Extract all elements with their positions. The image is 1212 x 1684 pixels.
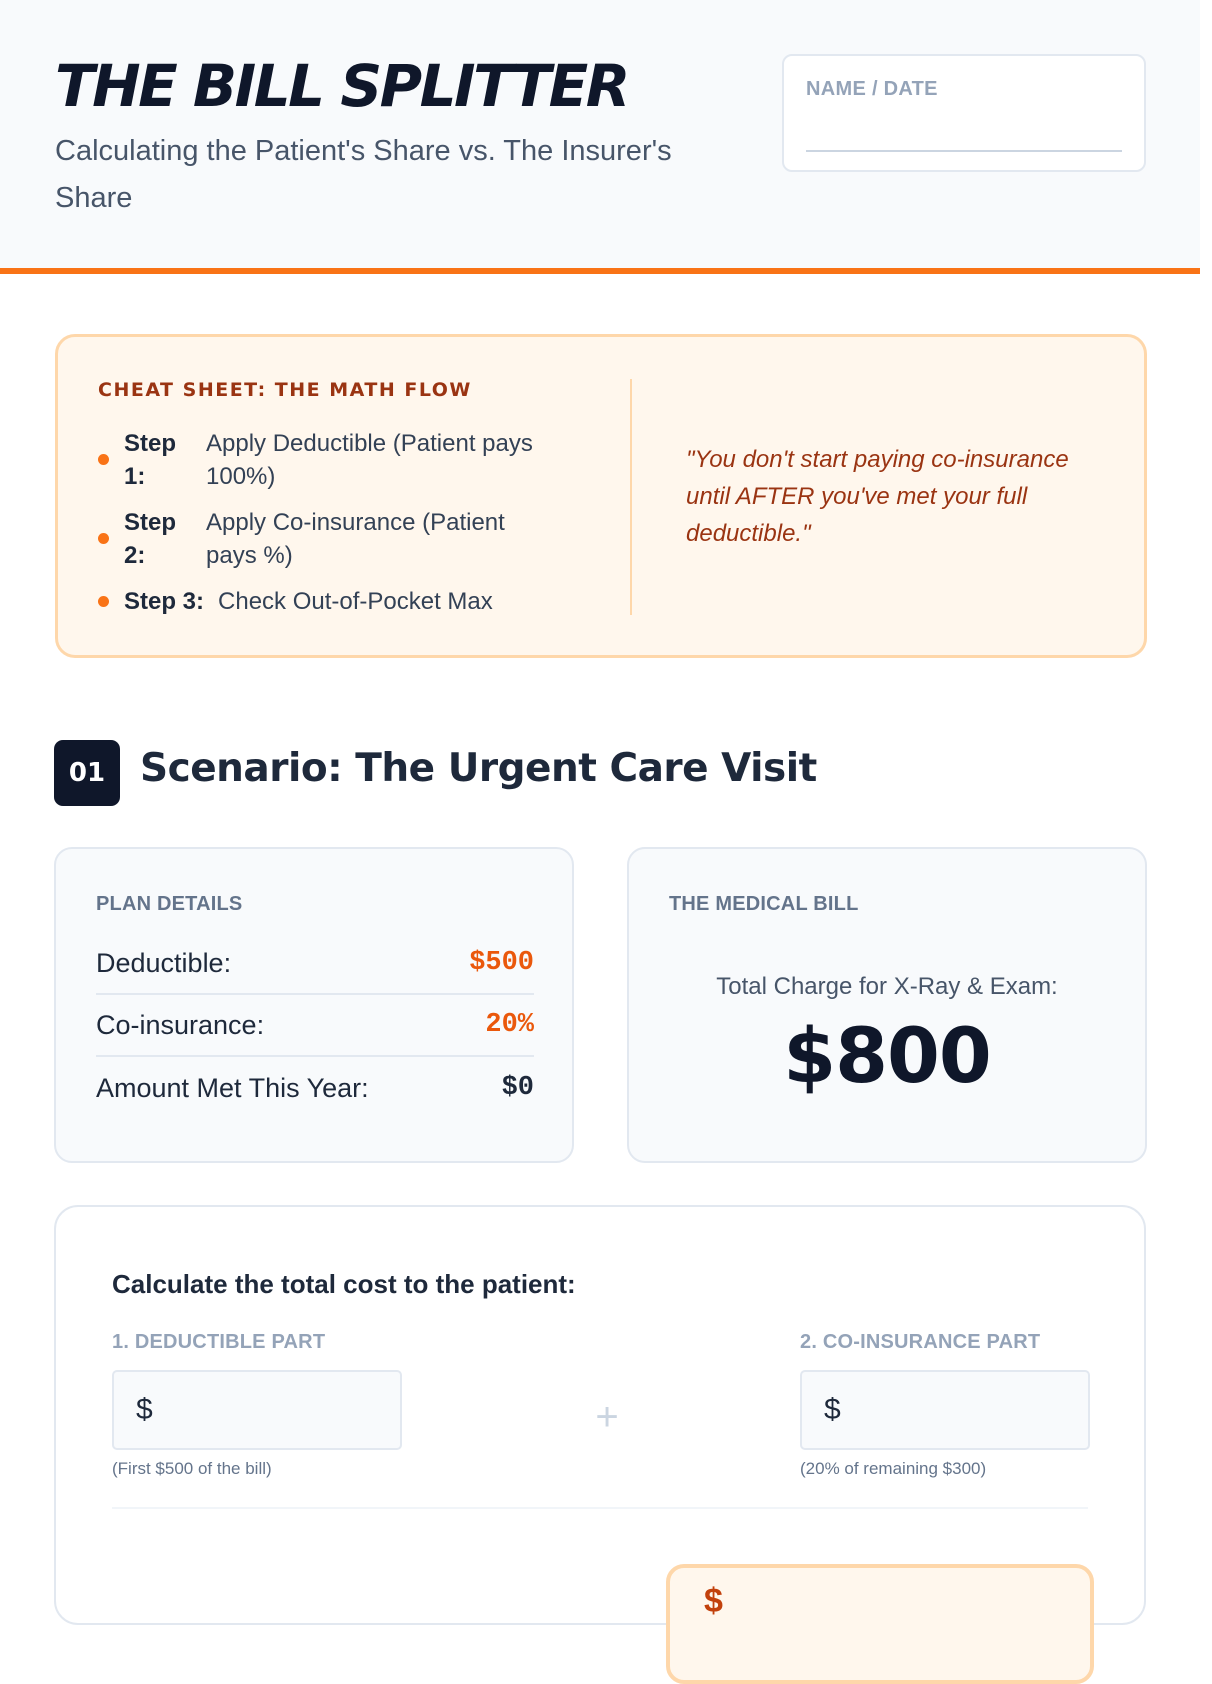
plus-icon: + <box>595 1395 619 1439</box>
calculation-question: Calculate the total cost to the patient: <box>112 1269 576 1299</box>
coinsurance-part-input[interactable] <box>841 1372 1212 1448</box>
coinsurance-part-field[interactable] <box>800 1370 1090 1450</box>
divider <box>630 379 632 615</box>
dollar-sign: $ <box>824 1393 841 1426</box>
header <box>0 0 1200 274</box>
list-item <box>98 427 558 493</box>
step-list <box>98 427 558 631</box>
plan-row-coinsurance <box>96 995 534 1057</box>
step-text: Apply Co-insurance (Patient pays %) <box>206 509 505 569</box>
cheat-sheet <box>55 334 1147 658</box>
bill-amount: $800 <box>783 1011 991 1100</box>
plan-row-amount-met <box>96 1057 534 1119</box>
page-title: THE BILL SPLITTER <box>55 52 628 120</box>
calculation-panel <box>54 1205 1146 1625</box>
row-label: Deductible: <box>96 947 232 978</box>
scenario-title: Scenario: The Urgent Care Visit <box>140 746 817 791</box>
divider <box>112 1507 1088 1509</box>
row-label: Amount Met This Year: <box>96 1072 369 1103</box>
deductible-part-field[interactable] <box>112 1370 402 1450</box>
bill-description: Total Charge for X-Ray & Exam: <box>716 973 1058 1000</box>
step-label: Step 3: <box>124 588 205 615</box>
deductible-part-label: 1. DEDUCTIBLE PART <box>112 1331 326 1353</box>
plan-row-deductible <box>96 933 534 995</box>
dollar-sign: $ <box>704 1582 723 1620</box>
row-value: $0 <box>501 1073 534 1103</box>
bullet-icon <box>98 454 109 465</box>
quote: "You don't start paying co-insurance until AFTER you've met your full deductible." <box>686 446 1069 547</box>
row-label: Co-insurance: <box>96 1009 265 1040</box>
plan-details-card <box>54 847 574 1163</box>
deductible-part-hint: (First $500 of the bill) <box>112 1459 272 1478</box>
step-label: Step 1: <box>124 430 177 490</box>
scenario-number-badge: 01 <box>54 740 120 806</box>
bullet-icon <box>98 533 109 544</box>
card-label: PLAN DETAILS <box>96 893 243 915</box>
coinsurance-part-label: 2. CO-INSURANCE PART <box>800 1331 1041 1353</box>
name-date-writing-line[interactable] <box>806 150 1122 152</box>
list-item <box>98 506 558 572</box>
card-label: THE MEDICAL BILL <box>669 893 859 915</box>
list-item <box>98 585 558 618</box>
deductible-part-input[interactable] <box>153 1372 524 1448</box>
name-date-label: NAME / DATE <box>806 78 938 100</box>
dollar-sign: $ <box>136 1393 153 1426</box>
plan-rows <box>96 933 534 1119</box>
step-label: Step 2: <box>124 509 177 569</box>
step-text: Check Out-of-Pocket Max <box>218 588 493 615</box>
cheat-sheet-title: CHEAT SHEET: THE MATH FLOW <box>98 379 472 401</box>
step-text: Apply Deductible (Patient pays 100%) <box>206 430 533 490</box>
page-subtitle: Calculating the Patient's Share vs. The Insurer's Share <box>55 135 672 214</box>
medical-bill-card <box>627 847 1147 1163</box>
name-date-field[interactable] <box>782 54 1146 172</box>
row-value: $500 <box>469 948 534 978</box>
coinsurance-part-hint: (20% of remaining $300) <box>800 1459 987 1478</box>
total-cost-field[interactable] <box>666 1564 1094 1684</box>
row-value: 20% <box>485 1010 534 1040</box>
bullet-icon <box>98 596 109 607</box>
